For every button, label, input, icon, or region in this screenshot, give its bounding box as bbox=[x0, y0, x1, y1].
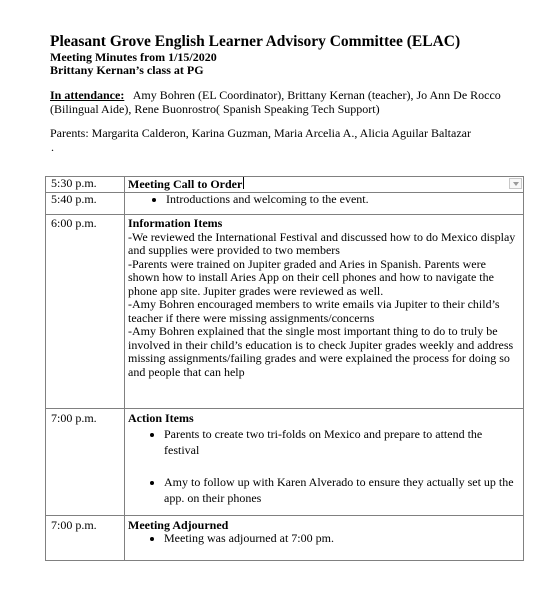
document-title: Pleasant Grove English Learner Advisory Committee (ELAC) bbox=[50, 33, 461, 50]
introductions-list bbox=[128, 193, 520, 207]
time-cell: 6:00 p.m. bbox=[46, 215, 125, 409]
document-body bbox=[50, 33, 530, 153]
action-items-heading: Action Items bbox=[128, 411, 194, 425]
text-cursor bbox=[243, 177, 244, 189]
table-row bbox=[46, 177, 524, 193]
attendance-members: Amy Bohren (EL Coordinator), Brittany Kernan (teacher), Jo Ann De Rocco (Bilingual Aide), Rene Buonrostro( Spanish Speaking Tech Support) bbox=[50, 88, 501, 116]
meeting-date: Meeting Minutes from 1/15/2020 bbox=[50, 50, 217, 64]
time-cell: 7:00 p.m. bbox=[46, 515, 125, 560]
adjourned-heading: Meeting Adjourned bbox=[128, 517, 229, 532]
attendance-label: In attendance: bbox=[50, 88, 125, 102]
introductions-cell bbox=[125, 192, 524, 215]
action-items-list bbox=[128, 426, 520, 506]
action-items-cell bbox=[125, 409, 524, 516]
time-cell: 5:40 p.m. bbox=[46, 192, 125, 215]
list-item: • Parents to create two tri-folds on Mexico and prepare to attend the festival bbox=[164, 426, 514, 458]
info-line: -Parents were trained on Jupiter graded and Aries in Spanish. Parents were shown how to install Aries App on their cell phones and how to navigate the phone app site. Jupiter grades were reviewed as well. bbox=[128, 256, 494, 298]
table-row bbox=[46, 192, 524, 215]
agenda-table bbox=[45, 176, 524, 561]
attendance-parents: Parents: Margarita Calderon, Karina Guzman, Maria Arcelia A., Alicia Aguilar Baltazar bbox=[50, 126, 471, 140]
chevron-down-icon[interactable] bbox=[509, 178, 522, 189]
call-to-order-cell[interactable] bbox=[125, 177, 524, 193]
meeting-location: Brittany Kernan’s class at PG bbox=[50, 63, 204, 77]
information-heading: Information Items bbox=[128, 216, 223, 230]
info-line: -Amy Bohren explained that the single most important thing to do to truly be involved in their child’s education is to check Jupiter grades weekly and address missing assignments/failing grades and were explained the process for doing so and people that can help bbox=[128, 324, 514, 379]
call-to-order-heading: Meeting Call to Order bbox=[128, 177, 243, 191]
list-item: • Meeting was adjourned at 7:00 pm. bbox=[164, 532, 520, 546]
adjourned-cell bbox=[125, 515, 524, 560]
table-row bbox=[46, 409, 524, 516]
time-cell: 7:00 p.m. bbox=[46, 409, 125, 516]
info-line: -We reviewed the International Festival and discussed how to do Mexico display and supplies were provided to two members bbox=[128, 229, 516, 257]
table-row bbox=[46, 215, 524, 409]
information-cell bbox=[125, 215, 524, 409]
list-item: • Amy to follow up with Karen Alverado to ensure they actually set up the app. on their phones bbox=[164, 474, 514, 506]
attendance-paragraph bbox=[50, 89, 530, 116]
adjourned-list bbox=[128, 532, 520, 546]
info-line: -Amy Bohren encouraged members to write emails via Jupiter to their child’s teacher if there were missing assignments/concerns bbox=[128, 297, 500, 325]
stray-period: . bbox=[51, 139, 54, 154]
list-item: • Introductions and welcoming to the event. bbox=[166, 193, 520, 207]
table-row bbox=[46, 515, 524, 560]
time-cell: 5:30 p.m. bbox=[46, 177, 125, 193]
